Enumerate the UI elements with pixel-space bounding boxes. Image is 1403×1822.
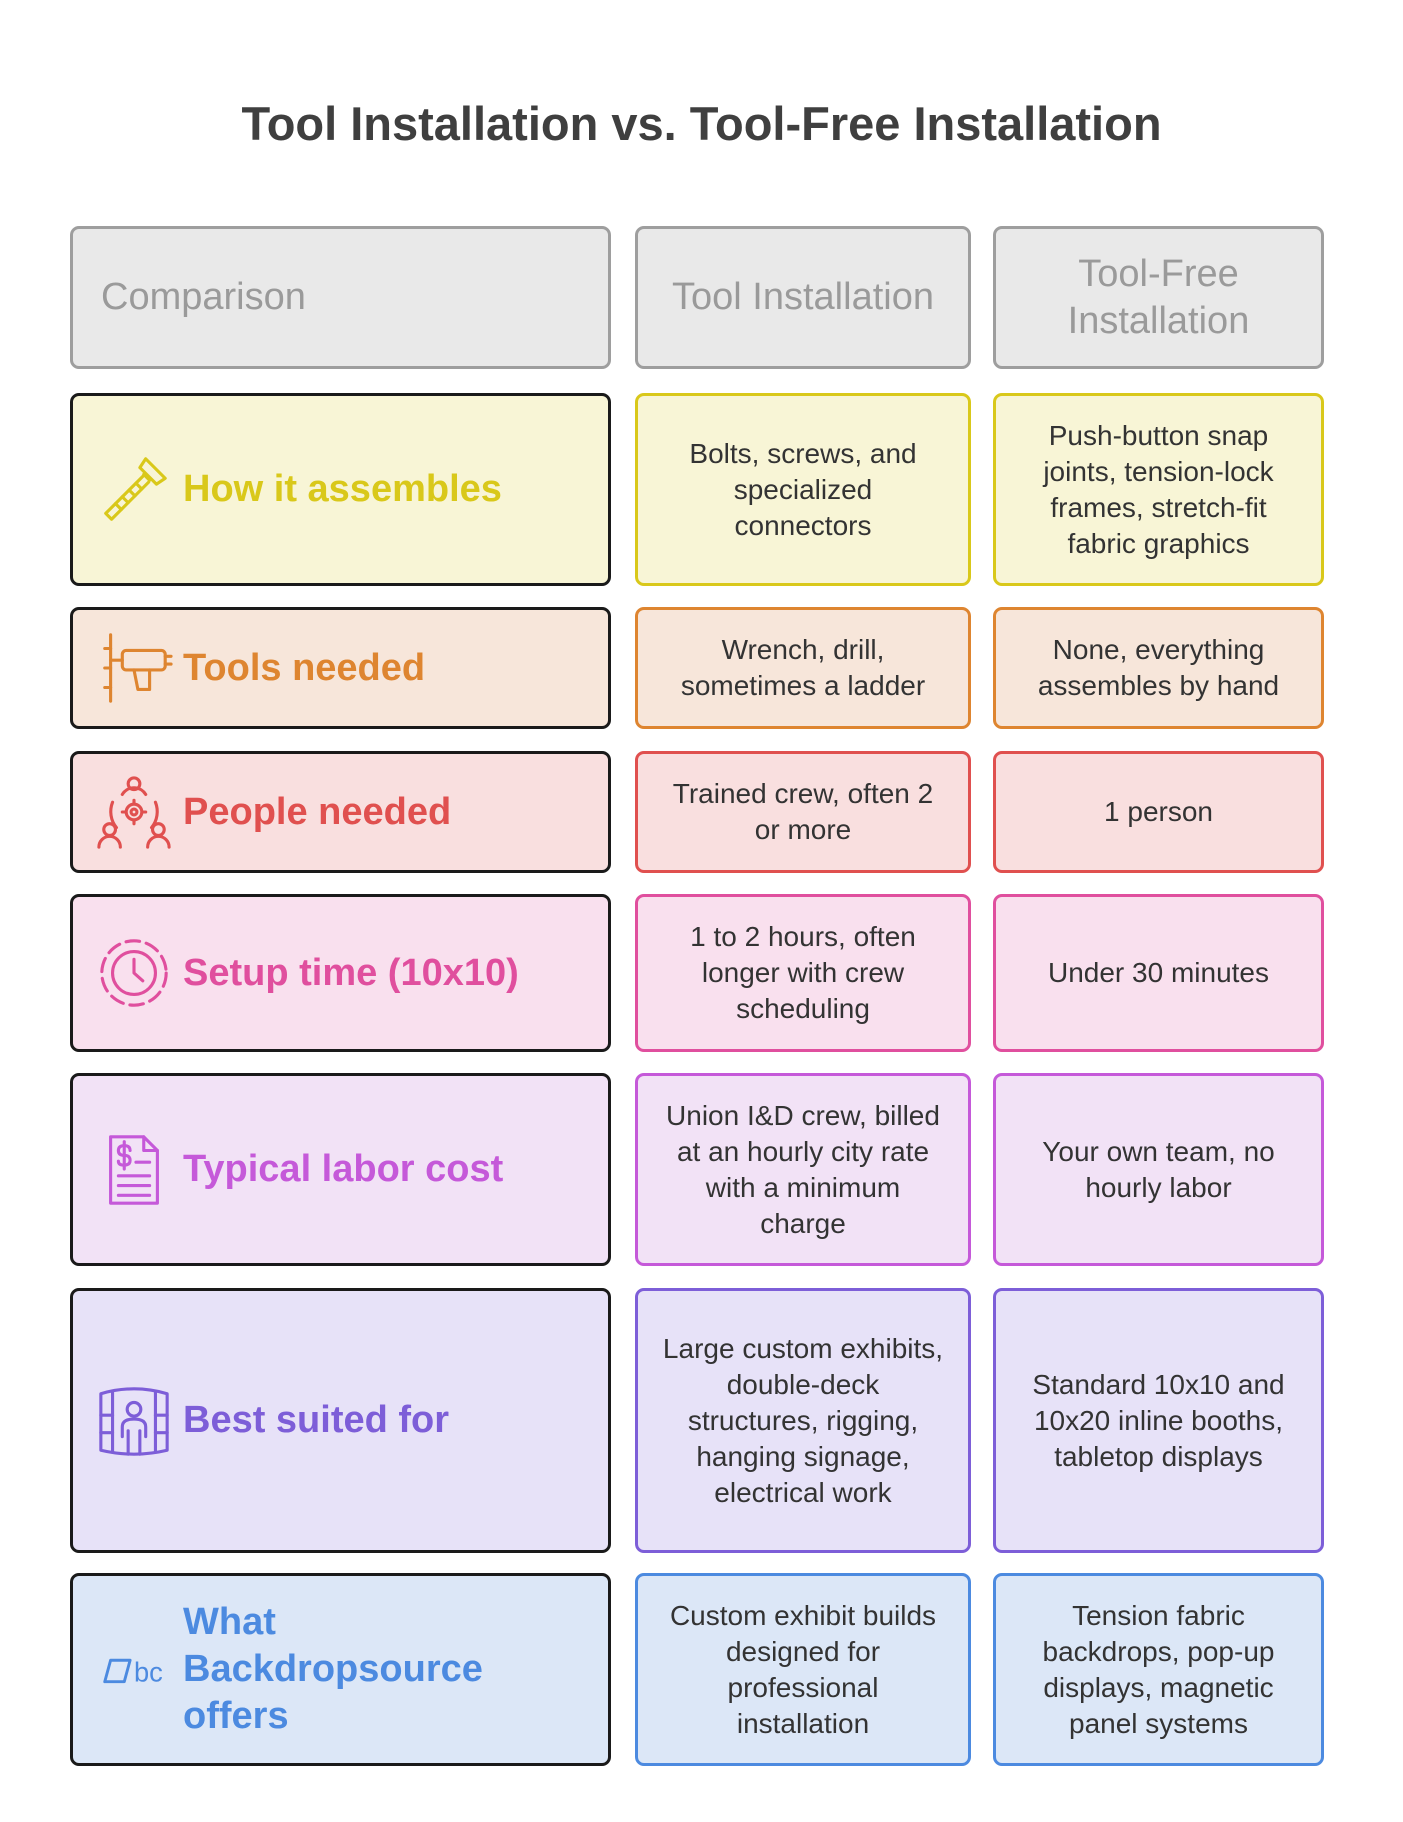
header-tool-installation xyxy=(635,226,971,369)
cell-tool-typical-labor-cost xyxy=(635,1073,971,1266)
cell-tool-best-suited-for xyxy=(635,1288,971,1553)
cell-text: Custom exhibit builds designed for professional installation xyxy=(669,1599,937,1739)
cell-tool-free-how-it-assembles xyxy=(993,393,1324,586)
header-tool-installation-label: Tool Installation xyxy=(672,276,934,318)
cell-tool-how-it-assembles xyxy=(635,393,971,586)
row-label-how-it-assembles xyxy=(70,393,611,586)
row-label-tools-needed xyxy=(70,607,611,729)
cell-tool-free-people-needed xyxy=(993,751,1324,873)
cell-tool-free-best-suited-for xyxy=(993,1288,1324,1553)
cell-tool-free-typical-labor-cost xyxy=(993,1073,1324,1266)
row-label-text: Setup time (10x10) xyxy=(183,951,519,994)
cell-text: Wrench, drill, sometimes a ladder xyxy=(680,634,926,701)
page-title: Tool Installation vs. Tool-Free Installation xyxy=(241,97,1162,150)
cell-tool-free-what-backdropsource-offers xyxy=(993,1573,1324,1766)
cell-tool-what-backdropsource-offers xyxy=(635,1573,971,1766)
cell-text: Push-button snap joints, tension-lock frames, stretch-fit fabric graphics xyxy=(1043,419,1274,559)
cell-tool-tools-needed xyxy=(635,607,971,729)
cell-text: Under 30 minutes xyxy=(1047,957,1269,988)
cell-text: Bolts, screws, and specialized connectors xyxy=(689,437,917,541)
row-label-what-backdropsource-offers xyxy=(70,1573,611,1766)
cell-text: None, everything assembles by hand xyxy=(1037,634,1280,701)
drill-icon xyxy=(95,629,173,707)
booth-person-icon xyxy=(95,1382,173,1460)
cell-tool-free-setup-time xyxy=(993,894,1324,1052)
row-label-text: Typical labor cost xyxy=(183,1148,504,1190)
team-gear-icon xyxy=(95,773,173,851)
row-label-people-needed xyxy=(70,751,611,873)
cell-tool-free-tools-needed xyxy=(993,607,1324,729)
invoice-icon xyxy=(95,1131,173,1209)
header-comparison-label: Comparison xyxy=(101,276,306,318)
row-label-typical-labor-cost xyxy=(70,1073,611,1266)
screw-icon xyxy=(95,451,173,529)
row-label-text: How it assembles xyxy=(183,468,502,510)
header-tool-free-installation-label: Tool-Free Installation xyxy=(1067,252,1250,342)
row-label-setup-time xyxy=(70,894,611,1052)
row-label-text: What Backdropsource offers xyxy=(183,1601,483,1737)
row-label-text: People needed xyxy=(183,790,452,833)
cell-text: Trained crew, often 2 or more xyxy=(672,778,934,845)
cell-text: Union I&D crew, billed at an hourly city rate with a minimum charge xyxy=(666,1099,940,1239)
cell-text: Your own team, no hourly labor xyxy=(1042,1135,1275,1203)
cell-text: Tension fabric backdrops, pop-up displays, magnetic panel systems xyxy=(1042,1599,1275,1739)
row-label-text: Tools needed xyxy=(183,646,426,689)
cell-tool-people-needed xyxy=(635,751,971,873)
svg-text:bc: bc xyxy=(134,1656,163,1688)
cell-text: Standard 10x10 and 10x20 inline booths, tabletop displays xyxy=(1032,1368,1285,1472)
row-label-best-suited-for xyxy=(70,1288,611,1553)
cell-text: 1 person xyxy=(1104,796,1213,827)
cell-tool-setup-time xyxy=(635,894,971,1052)
cell-text: Large custom exhibits, double-deck structures, rigging, hanging signage, electrical work xyxy=(662,1332,944,1508)
header-tool-free-installation xyxy=(993,226,1324,369)
cell-text: 1 to 2 hours, often longer with crew scheduling xyxy=(690,921,916,1024)
clock-icon xyxy=(95,934,173,1012)
bc-logo-icon xyxy=(95,1631,173,1709)
row-label-text: Best suited for xyxy=(183,1399,450,1441)
header-comparison xyxy=(70,226,611,369)
